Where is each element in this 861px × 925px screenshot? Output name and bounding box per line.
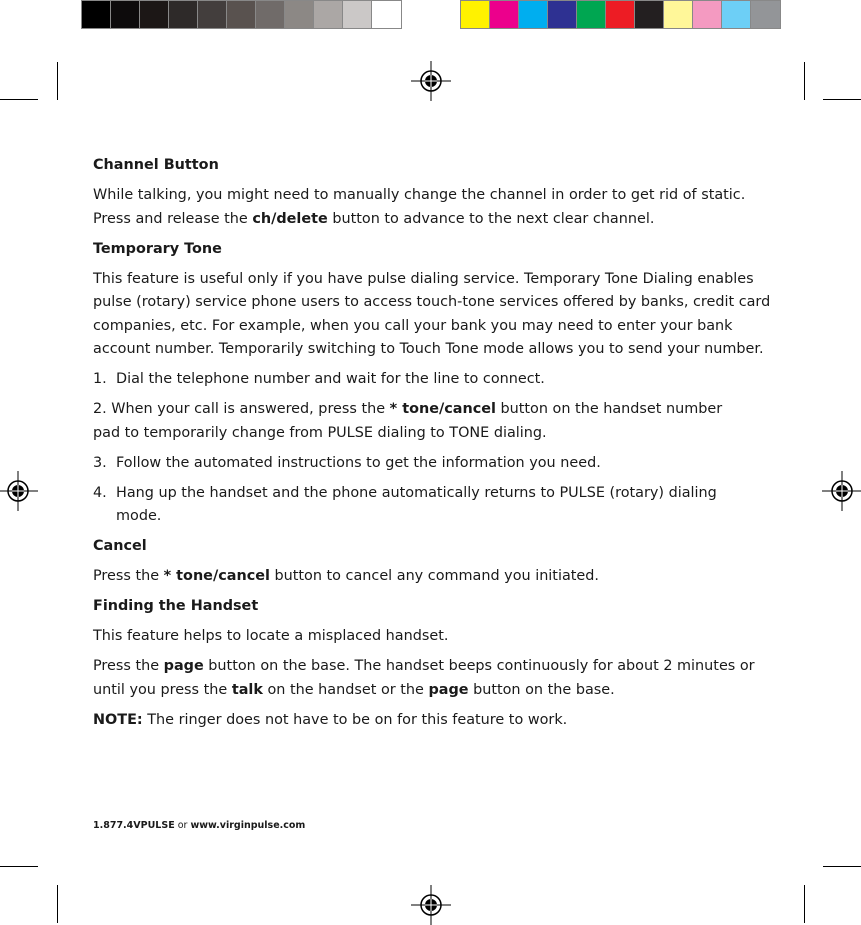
talk-key-label: talk xyxy=(231,681,263,698)
finding-text: button on the base. xyxy=(468,681,615,698)
color-swatch xyxy=(198,1,227,28)
list-item-number: 4. xyxy=(93,484,107,501)
section-heading-finding-handset: Finding the Handset xyxy=(93,598,259,614)
crop-mark xyxy=(57,62,58,100)
tone-cancel-key-label: * tone/cancel xyxy=(389,401,496,417)
crop-mark xyxy=(804,885,805,923)
process-color-bar xyxy=(460,0,781,29)
color-swatch xyxy=(111,1,140,28)
list-item xyxy=(93,452,783,476)
color-swatch xyxy=(285,1,314,28)
color-swatch xyxy=(519,1,548,28)
list-item xyxy=(93,368,783,392)
crop-mark xyxy=(804,62,805,100)
color-swatch xyxy=(722,1,751,28)
channel-text-2: Press and release the xyxy=(93,210,253,227)
footer-url: www.virginpulse.com xyxy=(190,820,306,831)
crop-mark xyxy=(823,866,861,867)
color-swatch xyxy=(548,1,577,28)
crop-mark xyxy=(0,99,38,100)
color-swatch xyxy=(227,1,256,28)
list-item-text: 2. When your call is answered, press the xyxy=(93,401,390,417)
cancel-paragraph xyxy=(93,565,783,589)
footer-phone: 1.877.4VPULSE xyxy=(93,820,175,831)
color-swatch xyxy=(314,1,343,28)
color-swatch xyxy=(664,1,693,28)
tone-cancel-key-label: * tone/cancel xyxy=(163,568,270,584)
grayscale-color-bar xyxy=(81,0,402,29)
color-swatch xyxy=(490,1,519,28)
color-swatch xyxy=(256,1,285,28)
color-swatch xyxy=(82,1,111,28)
page-footer xyxy=(93,820,305,831)
channel-text-3: button to advance to the next clear channel. xyxy=(327,210,655,227)
color-swatch xyxy=(751,1,780,28)
cancel-text-2: button to cancel any command you initiated. xyxy=(269,568,599,584)
registration-target-icon xyxy=(0,471,38,511)
color-swatch xyxy=(343,1,372,28)
list-item xyxy=(93,482,753,529)
finding-text: Press the xyxy=(93,658,164,674)
page-key-label: page xyxy=(428,681,469,698)
crop-mark xyxy=(57,885,58,923)
note-text: The ringer does not have to be on for this feature to work. xyxy=(142,711,568,728)
channel-text-1: While talking, you might need to manually change the channel in order to get rid of static. xyxy=(93,187,746,203)
registration-target-icon xyxy=(822,471,861,511)
color-swatch xyxy=(169,1,198,28)
registration-target-icon xyxy=(411,885,451,925)
color-swatch xyxy=(372,1,401,28)
cancel-text-1: Press the xyxy=(93,568,164,584)
footer-or: or xyxy=(174,820,191,831)
section-heading-cancel: Cancel xyxy=(93,538,147,554)
color-swatch xyxy=(693,1,722,28)
color-swatch xyxy=(577,1,606,28)
manual-page-content xyxy=(93,154,783,739)
finding-paragraph-1: This feature helps to locate a misplaced handset. xyxy=(93,628,449,644)
color-swatch xyxy=(635,1,664,28)
note-paragraph xyxy=(93,709,783,733)
section-heading-channel: Channel Button xyxy=(93,157,219,173)
list-item-number: 3. xyxy=(93,454,107,471)
list-item-text: Follow the automated instructions to get the information you need. xyxy=(116,454,601,471)
finding-text: on the handset or the xyxy=(262,681,429,698)
crop-mark xyxy=(823,99,861,100)
color-swatch xyxy=(606,1,635,28)
list-item-text: button on the handset number pad to temporarily change from PULSE dialing to TONE dialing. xyxy=(93,401,723,441)
note-label: NOTE: xyxy=(93,711,143,728)
finding-text: button on the base. The handset beeps continuously for about 2 minutes or until you press the xyxy=(93,658,755,698)
list-item-number: 1. xyxy=(93,371,107,387)
crop-mark xyxy=(0,866,38,867)
color-swatch xyxy=(140,1,169,28)
finding-paragraph-2 xyxy=(93,655,763,702)
color-swatch xyxy=(461,1,490,28)
list-item-text: Hang up the handset and the phone automatically returns to PULSE (rotary) dialing mode. xyxy=(116,484,717,524)
channel-key-label: ch/delete xyxy=(252,210,328,227)
list-item xyxy=(93,398,753,445)
registration-target-icon xyxy=(411,61,451,101)
channel-paragraph xyxy=(93,184,783,231)
list-item-text: Dial the telephone number and wait for the line to connect. xyxy=(116,371,545,387)
section-heading-temporary-tone: Temporary Tone xyxy=(93,240,222,257)
page-key-label: page xyxy=(163,658,204,674)
temporary-tone-intro: This feature is useful only if you have pulse dialing service. Temporary Tone Dialing enables pulse (rotary) service phone users to access touch-tone services offered by banks, credit card companies, etc. For example, when you call your bank you may need to enter your bank account number. Temporarily switching to Touch Tone mode allows you to send your number. xyxy=(93,270,771,357)
